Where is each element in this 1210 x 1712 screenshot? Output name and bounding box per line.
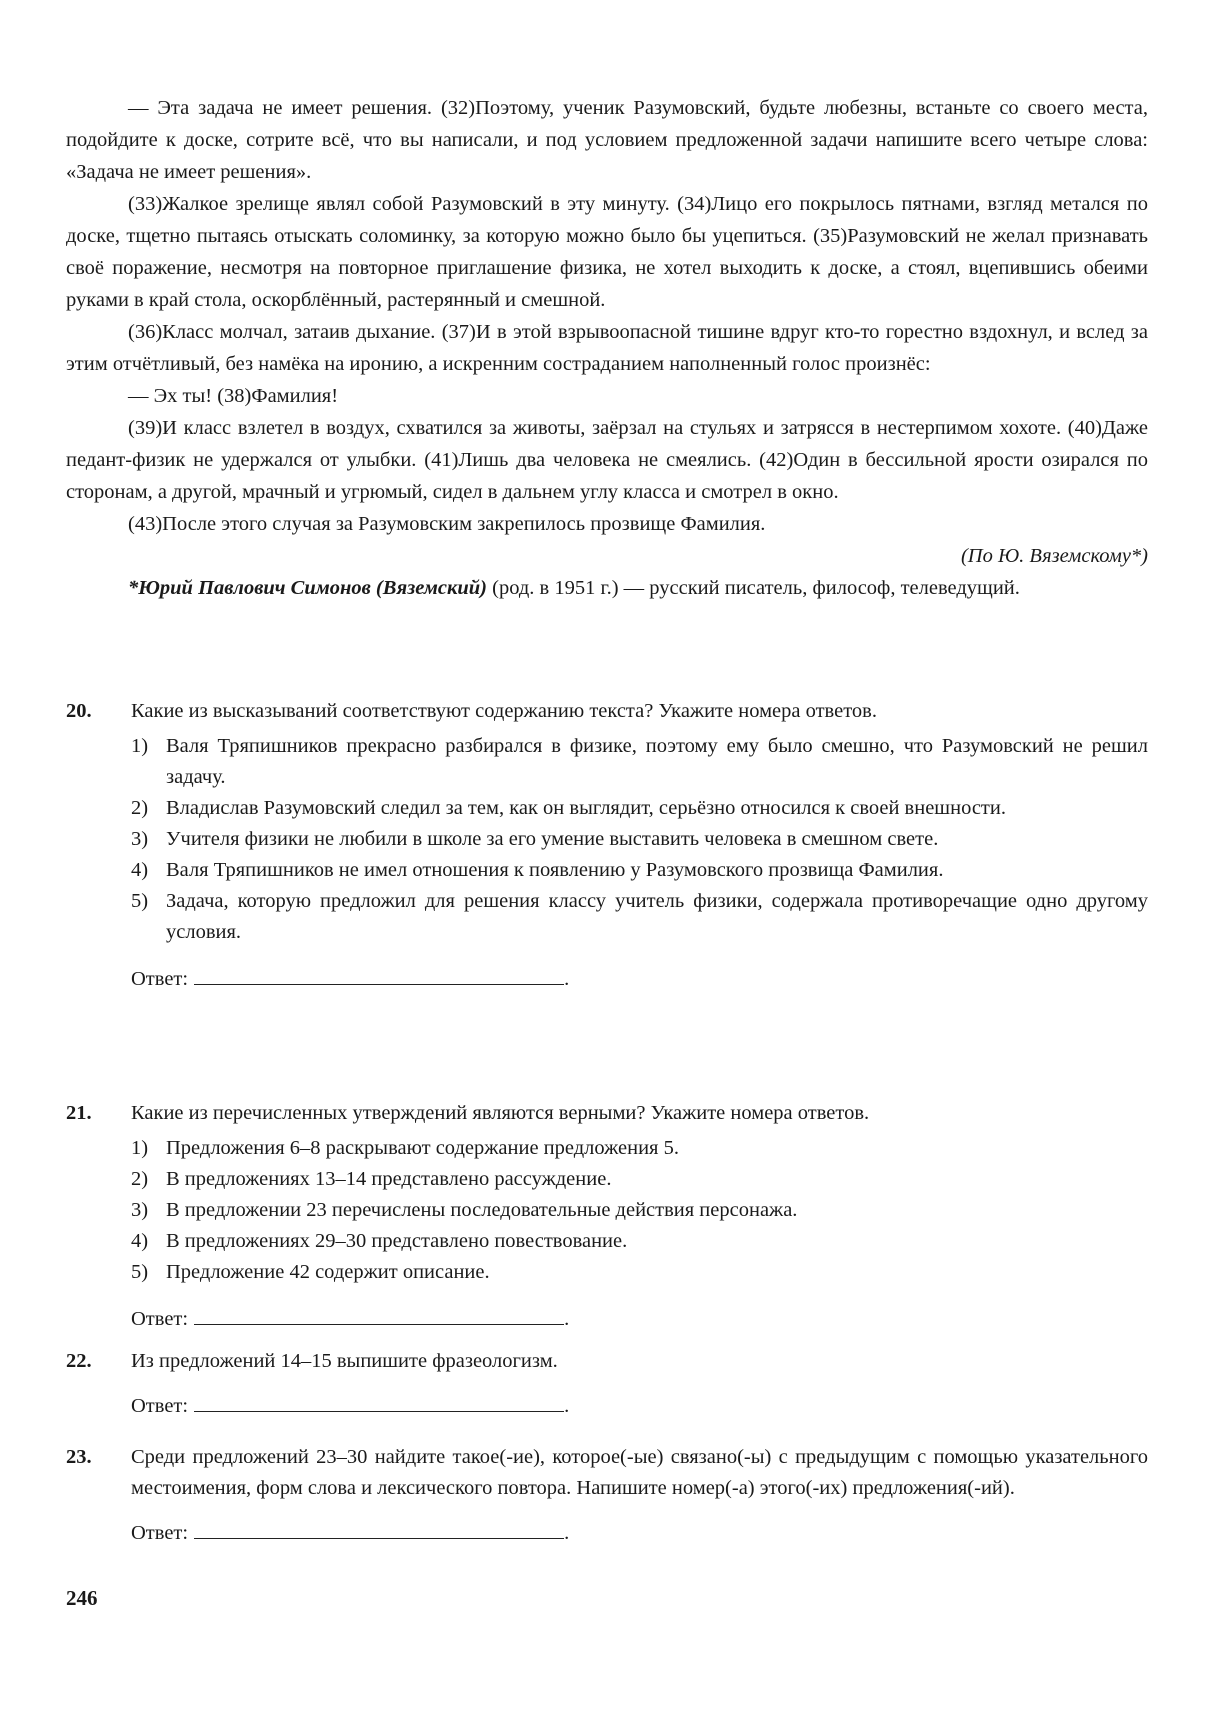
question-number: 23. bbox=[66, 1446, 92, 1468]
option-text: Задача, которую предложил для решения классу учитель физики, содержала противоречащие одно другому условия. bbox=[166, 890, 1148, 943]
question-number: 20. bbox=[66, 700, 92, 722]
option-number: 2) bbox=[131, 797, 149, 819]
option-number: 5) bbox=[131, 890, 149, 912]
question-stem: Какие из высказываний соответствуют содержанию текста? Укажите номера ответов. bbox=[131, 700, 877, 722]
option-text: В предложениях 29–30 представлено повествование. bbox=[166, 1230, 628, 1252]
footnote-details: (род. в 1951 г.) — русский писатель, философ, телеведущий. bbox=[487, 577, 1020, 599]
option-number: 1) bbox=[131, 1137, 149, 1159]
answer-row bbox=[131, 1302, 1148, 1335]
option-item bbox=[131, 886, 1148, 948]
option-text: В предложениях 13–14 представлено рассуждение. bbox=[166, 1168, 612, 1190]
option-text: Валя Тряпишников прекрасно разбирался в физике, поэтому ему было смешно, что Разумовский не решил задачу. bbox=[166, 735, 1148, 788]
answer-label: Ответ: bbox=[131, 1308, 189, 1330]
page-number: 246 bbox=[66, 1586, 98, 1610]
option-number: 2) bbox=[131, 1168, 149, 1190]
option-text: Валя Тряпишников не имел отношения к появлению у Разумовского прозвища Фамилия. bbox=[166, 859, 944, 881]
story-source: (По Ю. Вяземскому*) bbox=[960, 545, 1148, 567]
answer-line[interactable] bbox=[194, 962, 564, 985]
answer-label: Ответ: bbox=[131, 1395, 189, 1417]
option-item bbox=[131, 1195, 1148, 1226]
question-number: 21. bbox=[66, 1102, 92, 1124]
question-20 bbox=[66, 696, 1148, 995]
question-stem: Какие из перечисленных утверждений являются верными? Укажите номера ответов. bbox=[131, 1102, 870, 1124]
options-list bbox=[131, 1133, 1148, 1288]
option-text: Предложение 42 содержит описание. bbox=[166, 1261, 490, 1283]
story-paragraph: (43)После этого случая за Разумовским закрепилось прозвище Фамилия. bbox=[128, 513, 766, 535]
footnote-author: *Юрий Павлович Симонов (Вяземский) bbox=[128, 577, 487, 599]
option-text: Предложения 6–8 раскрывают содержание предложения 5. bbox=[166, 1137, 679, 1159]
story-paragraph: (39)И класс взлетел в воздух, схватился за животы, заёрзал на стульях и затрясся в нестерпимом хохоте. (40)Даже педант-физик не удержался от улыбки. (41)Лишь два человека не смеялись. (42)Один в бессильной ярости озирался по сторонам, а другой, мрачный и угрюмый, сидел в дальнем углу класса и смотрел в окно. bbox=[66, 417, 1148, 503]
answer-line[interactable] bbox=[194, 1516, 564, 1539]
story-paragraph: (33)Жалкое зрелище являл собой Разумовский в эту минуту. (34)Лицо его покрылось пятнами, взгляд метался по доске, тщетно пытаясь отыскать соломинку, за которую можно было бы уцепиться. (35)Разумовский не желал признавать своё поражение, несмотря на повторное приглашение физика, не хотел выходить к доске, а стоял, вцепившись обеими руками в край стола, оскорблённый, растерянный и смешной. bbox=[66, 193, 1148, 311]
option-number: 4) bbox=[131, 859, 149, 881]
answer-line[interactable] bbox=[194, 1302, 564, 1325]
answer-row bbox=[131, 962, 1148, 995]
question-21 bbox=[66, 1098, 1148, 1335]
answer-line[interactable] bbox=[194, 1389, 564, 1412]
option-text: Владислав Разумовский следил за тем, как он выглядит, серьёзно относился к своей внешности. bbox=[166, 797, 1006, 819]
option-text: Учителя физики не любили в школе за его умение выставить человека в смешном свете. bbox=[166, 828, 939, 850]
story-paragraph: (36)Класс молчал, затаив дыхание. (37)И в этой взрывоопасной тишине вдруг кто-то горестно вздохнул, и вслед за этим отчётливый, без намёка на иронию, а искренним состраданием наполненный голос произнёс: bbox=[66, 321, 1148, 375]
option-number: 5) bbox=[131, 1261, 149, 1283]
question-23 bbox=[66, 1442, 1148, 1549]
story-text bbox=[66, 92, 1148, 604]
option-item bbox=[131, 1133, 1148, 1164]
answer-row bbox=[131, 1516, 1148, 1549]
answer-end: . bbox=[564, 1522, 570, 1544]
option-item bbox=[131, 1164, 1148, 1195]
answer-end: . bbox=[564, 1308, 570, 1330]
option-text: В предложении 23 перечислены последовательные действия персонажа. bbox=[166, 1199, 798, 1221]
option-number: 3) bbox=[131, 828, 149, 850]
question-stem: Среди предложений 23–30 найдите такое(-ие), которое(-ые) связано(-ы) с предыдущим с помощью указательного местоимения, форм слова и лексического повтора. Напишите номер(-а) этого(-их) предложения(-ий). bbox=[131, 1446, 1148, 1499]
option-item bbox=[131, 793, 1148, 824]
option-item bbox=[131, 1257, 1148, 1288]
answer-row bbox=[131, 1389, 1148, 1422]
option-item bbox=[131, 824, 1148, 855]
option-item bbox=[131, 731, 1148, 793]
story-paragraph: — Эта задача не имеет решения. (32)Поэтому, ученик Разумовский, будьте любезны, встаньте со своего места, подойдите к доске, сотрите всё, что вы написали, и под условием предложенной задачи напишите всего четыре слова: «Задача не имеет решения». bbox=[66, 97, 1148, 183]
option-number: 3) bbox=[131, 1199, 149, 1221]
option-item bbox=[131, 855, 1148, 886]
options-list bbox=[131, 731, 1148, 948]
question-22 bbox=[66, 1346, 1148, 1422]
story-paragraph: — Эх ты! (38)Фамилия! bbox=[128, 385, 339, 407]
answer-end: . bbox=[564, 1395, 570, 1417]
question-stem: Из предложений 14–15 выпишите фразеологизм. bbox=[131, 1350, 558, 1372]
answer-label: Ответ: bbox=[131, 1522, 189, 1544]
option-item bbox=[131, 1226, 1148, 1257]
author-footnote bbox=[66, 572, 1148, 604]
option-number: 1) bbox=[131, 735, 149, 757]
question-number: 22. bbox=[66, 1350, 92, 1372]
option-number: 4) bbox=[131, 1230, 149, 1252]
answer-label: Ответ: bbox=[131, 968, 189, 990]
answer-end: . bbox=[564, 968, 570, 990]
